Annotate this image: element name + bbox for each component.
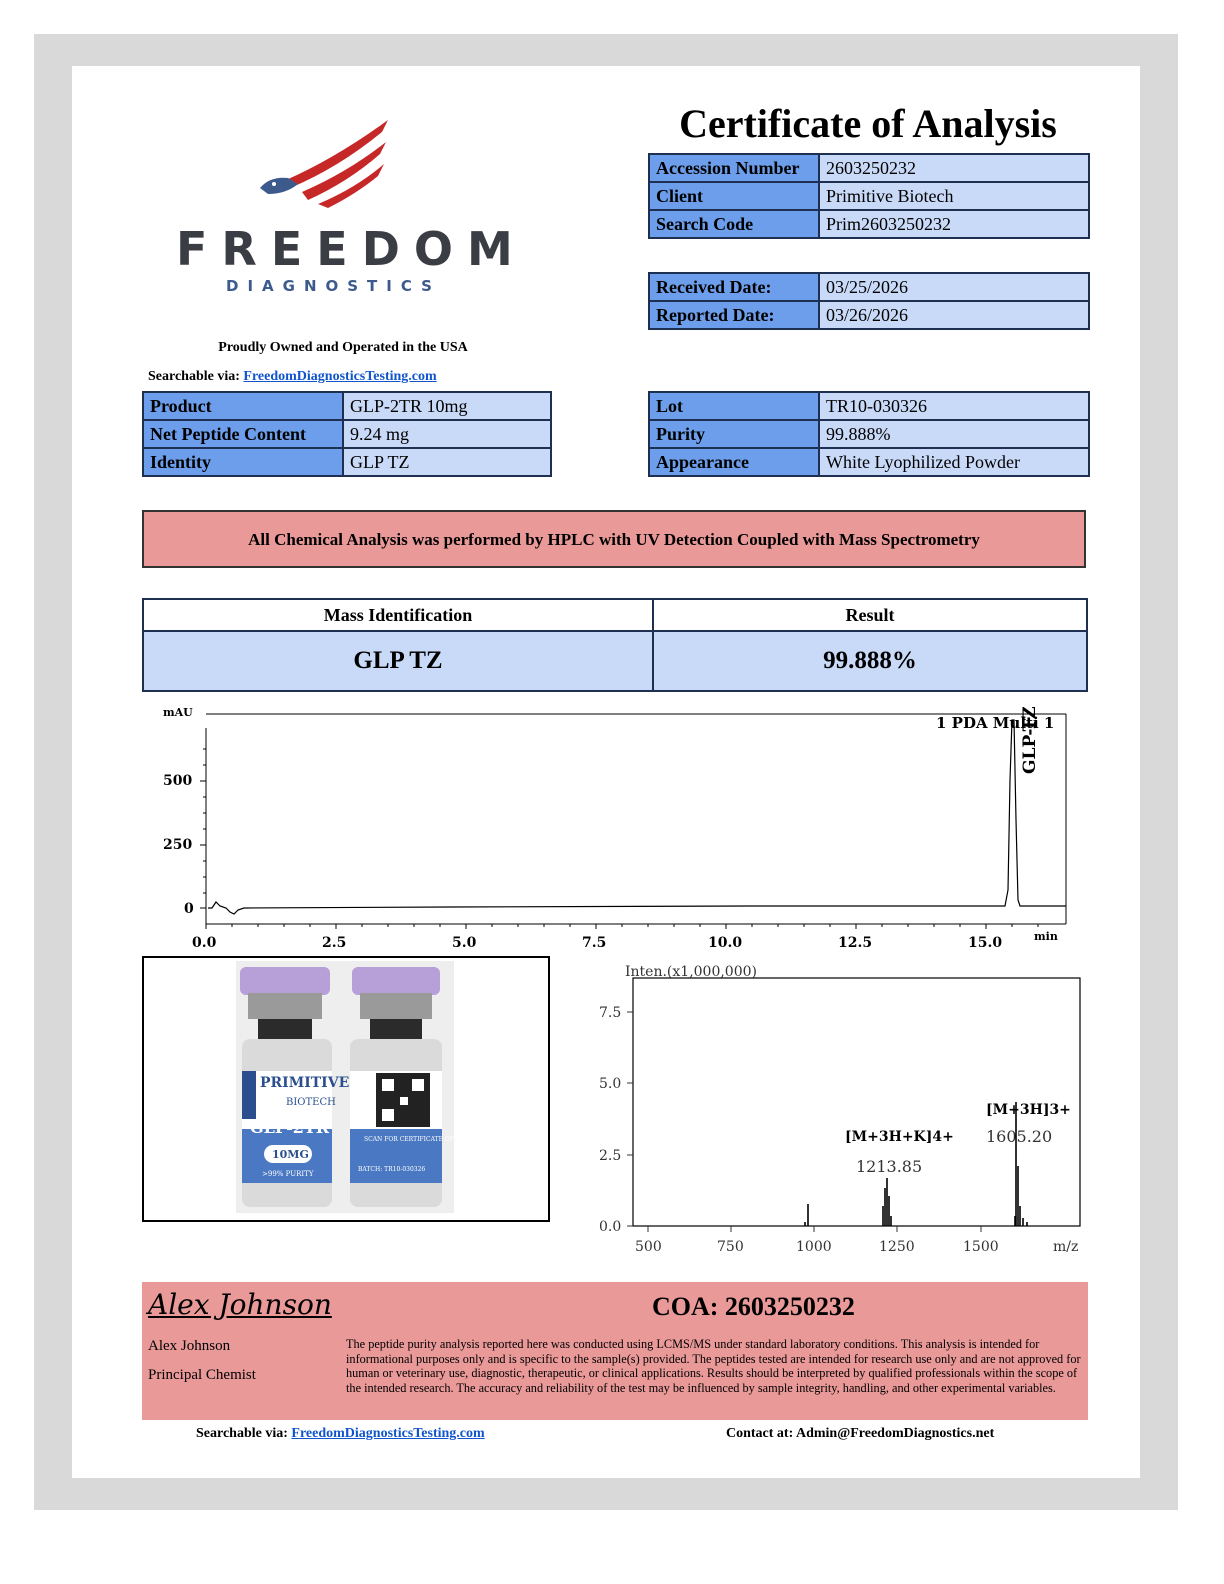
ms-x-tick-label: 1250 xyxy=(879,1239,915,1255)
dates-table xyxy=(648,272,1090,330)
row-value: 9.24 mg xyxy=(343,420,551,448)
peak1-mz-label: 1213.85 xyxy=(856,1157,923,1176)
brand-subtitle: DIAGNOSTICS xyxy=(226,277,441,295)
row-value: TR10-030326 xyxy=(819,392,1089,420)
y-axis-label: mAU xyxy=(163,706,193,719)
row-label: Product xyxy=(143,392,343,420)
eagle-flag-icon xyxy=(256,118,392,206)
results-table xyxy=(142,598,1088,692)
chromatogram-trace xyxy=(208,720,1066,914)
table-row xyxy=(649,420,1089,448)
accession-table xyxy=(648,153,1090,239)
peak2-mz-label: 1605.20 xyxy=(986,1127,1053,1146)
row-label: Appearance xyxy=(649,448,819,476)
table-row xyxy=(143,420,551,448)
row-value: GLP-2TR 10mg xyxy=(343,392,551,420)
footer-website-link[interactable]: FreedomDiagnosticsTesting.com xyxy=(291,1426,485,1441)
table-row xyxy=(649,392,1089,420)
table-row xyxy=(649,210,1089,238)
method-banner: All Chemical Analysis was performed by HPLC with UV Detection Coupled with Mass Spectrometry xyxy=(142,510,1086,568)
row-value: 03/26/2026 xyxy=(819,301,1089,329)
ms-x-tick-label: 500 xyxy=(635,1239,662,1255)
row-label: Accession Number xyxy=(649,154,819,182)
channel-label: 1 PDA Multi 1 xyxy=(936,714,1055,732)
lot-table xyxy=(648,391,1090,477)
disclaimer: The peptide purity analysis reported here was conducted using LCMS/MS under standard laboratory conditions. This analysis is intended for informational purposes only and is specific to the sample(s) provided. The peptides tested are intended for research use only and are not approved for human or veterinary use, diagnostic, therapeutic, or clinical applications. Results should be interpreted by qualified professionals within the scope of the intended research. The accuracy and reliability of the test may be influenced by sample integrity, handling, and other experimental variables. xyxy=(346,1337,1081,1395)
table-row xyxy=(649,448,1089,476)
mass-spectrum xyxy=(595,958,1085,1258)
chemist-title: Principal Chemist xyxy=(148,1367,256,1383)
website-link[interactable]: FreedomDiagnosticsTesting.com xyxy=(243,369,437,384)
vial-brand-sub: BIOTECH xyxy=(286,1097,336,1108)
vial-batch: BATCH: TR10-030326 xyxy=(358,1166,426,1173)
y-tick-label: 500 xyxy=(163,773,193,789)
ms-y-tick-label: 0.0 xyxy=(599,1219,622,1235)
ms-y-tick-label: 7.5 xyxy=(599,1005,622,1021)
table-row xyxy=(143,392,551,420)
x-ticks xyxy=(206,924,1038,929)
footer-searchable-line xyxy=(196,1426,485,1442)
peak2-ion-label: [M+3H]3+ xyxy=(986,1102,1071,1118)
contact-email[interactable]: Contact at: Admin@FreedomDiagnostics.net xyxy=(726,1426,995,1441)
y-tick-label: 0 xyxy=(184,901,194,917)
row-value: 99.888% xyxy=(819,420,1089,448)
row-label: Client xyxy=(649,182,819,210)
x-tick-label: 5.0 xyxy=(452,935,477,951)
identity-cell: GLP TZ xyxy=(143,631,653,691)
table-row xyxy=(143,631,1087,691)
ms-x-tick-label: 750 xyxy=(717,1239,744,1255)
ms-y-tick-label: 2.5 xyxy=(599,1148,622,1164)
row-label: Lot xyxy=(649,392,819,420)
row-value: Primitive Biotech xyxy=(819,182,1089,210)
row-label: Net Peptide Content xyxy=(143,420,343,448)
x-tick-label: 10.0 xyxy=(708,935,743,951)
ms-y-ticks xyxy=(627,1012,633,1226)
row-label: Search Code xyxy=(649,210,819,238)
vial-purity: >99% PURITY xyxy=(262,1170,314,1178)
x-tick-label: 2.5 xyxy=(322,935,347,951)
x-tick-label: 12.5 xyxy=(838,935,873,951)
row-value: 03/25/2026 xyxy=(819,273,1089,301)
row-label: Identity xyxy=(143,448,343,476)
searchable-label: Searchable via: xyxy=(196,1426,288,1441)
peak1-ion-label: [M+3H+K]4+ xyxy=(845,1129,954,1145)
brand-name: FREEDOM xyxy=(176,222,527,276)
row-value: White Lyophilized Powder xyxy=(819,448,1089,476)
ms-x-tick-label: 1000 xyxy=(796,1239,832,1255)
row-label: Purity xyxy=(649,420,819,448)
coa-number: COA: 2603250232 xyxy=(652,1292,855,1321)
vial-brand: PRIMITIVE xyxy=(260,1075,350,1091)
row-label: Reported Date: xyxy=(649,301,819,329)
row-value: 2603250232 xyxy=(819,154,1089,182)
table-row xyxy=(649,182,1089,210)
footer-panel xyxy=(142,1282,1088,1420)
table-row xyxy=(649,154,1089,182)
x-tick-label: 0.0 xyxy=(192,935,217,951)
table-header-row xyxy=(143,599,1087,631)
x-tick-label: 7.5 xyxy=(582,935,607,951)
product-table xyxy=(142,391,552,477)
ms-x-tick-label: 1500 xyxy=(963,1239,999,1255)
ms-y-axis-label: Inten.(x1,000,000) xyxy=(625,964,757,980)
peak-label: GLP-TZ xyxy=(1020,706,1040,774)
x-tick-label: 15.0 xyxy=(968,935,1003,951)
vial-dose: 10MG xyxy=(272,1148,309,1161)
column-header: Result xyxy=(653,599,1087,631)
tagline: Proudly Owned and Operated in the USA xyxy=(218,340,468,355)
page-title: Certificate of Analysis xyxy=(679,101,1057,146)
searchable-line xyxy=(148,369,437,385)
x-axis-unit: min xyxy=(1034,930,1058,943)
result-cell: 99.888% xyxy=(653,631,1087,691)
ms-y-tick-label: 5.0 xyxy=(599,1076,622,1092)
row-value: Prim2603250232 xyxy=(819,210,1089,238)
table-row xyxy=(143,448,551,476)
vial-scan-text: SCAN FOR CERTIFICATE OF ANALYSIS xyxy=(364,1136,488,1143)
hplc-chromatogram xyxy=(150,700,1080,955)
vial-photo xyxy=(236,961,488,1213)
vial-product: GLP-2TR xyxy=(250,1118,330,1137)
searchable-label: Searchable via: xyxy=(148,369,240,384)
signature: Alex Johnson xyxy=(148,1288,332,1321)
row-value: GLP TZ xyxy=(343,448,551,476)
ms-x-ticks xyxy=(648,1226,981,1232)
row-label: Received Date: xyxy=(649,273,819,301)
chemist-name: Alex Johnson xyxy=(148,1338,231,1354)
table-row xyxy=(649,301,1089,329)
y-ticks xyxy=(200,749,206,908)
column-header: Mass Identification xyxy=(143,599,653,631)
ms-x-axis-unit: m/z xyxy=(1053,1239,1079,1255)
table-row xyxy=(649,273,1089,301)
y-tick-label: 250 xyxy=(163,837,193,853)
